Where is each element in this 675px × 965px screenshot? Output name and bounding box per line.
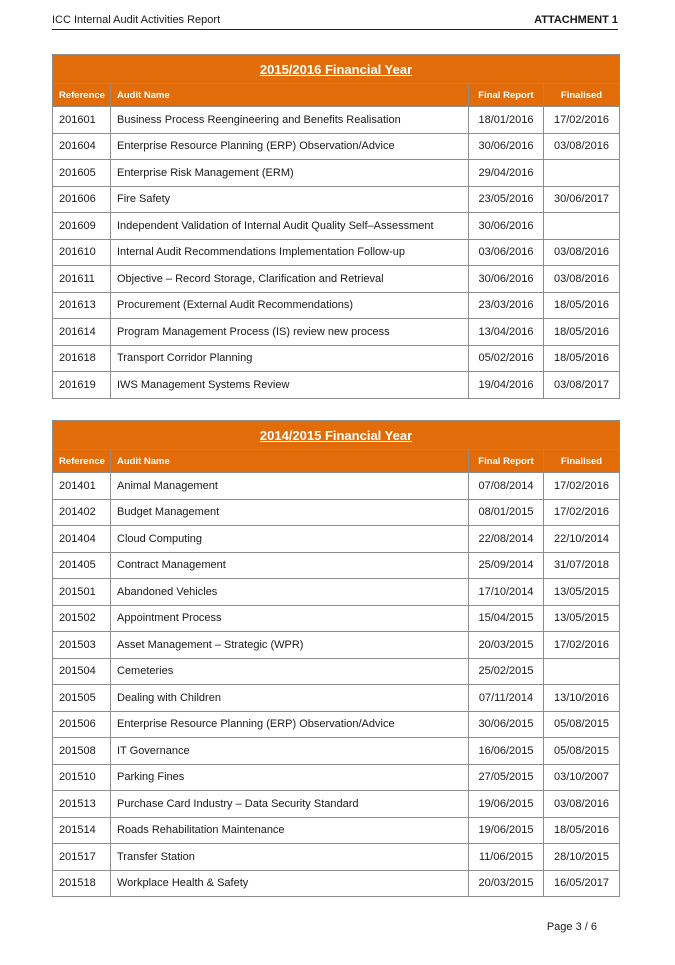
table-row: [53, 579, 620, 606]
cell-final-report: 16/06/2015: [469, 738, 544, 765]
column-header-reference: Reference: [53, 84, 111, 107]
cell-finalised: 18/05/2016: [544, 345, 620, 372]
table-row: [53, 107, 620, 134]
cell-final-report: 25/09/2014: [469, 552, 544, 579]
column-header-finalised: Finalised: [544, 84, 620, 107]
audit-table-2015-2016: [52, 54, 620, 399]
cell-reference: 201611: [53, 266, 111, 293]
financial-year-heading-row: [53, 55, 620, 84]
cell-final-report: 07/11/2014: [469, 685, 544, 712]
cell-finalised: 18/05/2016: [544, 817, 620, 844]
cell-audit-name: Enterprise Resource Planning (ERP) Observation/Advice: [111, 711, 469, 738]
cell-final-report: 17/10/2014: [469, 579, 544, 606]
table-row: [53, 685, 620, 712]
cell-finalised: 17/02/2016: [544, 107, 620, 134]
table-row: [53, 499, 620, 526]
cell-audit-name: Transport Corridor Planning: [111, 345, 469, 372]
table-row: [53, 738, 620, 765]
cell-audit-name: IT Governance: [111, 738, 469, 765]
cell-reference: 201619: [53, 372, 111, 399]
cell-audit-name: Enterprise Resource Planning (ERP) Observation/Advice: [111, 133, 469, 160]
cell-reference: 201510: [53, 764, 111, 791]
cell-finalised: 05/08/2015: [544, 711, 620, 738]
column-header-row: [53, 84, 620, 107]
table-row: [53, 632, 620, 659]
cell-reference: 201503: [53, 632, 111, 659]
cell-audit-name: Procurement (External Audit Recommendations): [111, 292, 469, 319]
cell-audit-name: Cemeteries: [111, 658, 469, 685]
cell-audit-name: Dealing with Children: [111, 685, 469, 712]
cell-audit-name: Budget Management: [111, 499, 469, 526]
cell-audit-name: Purchase Card Industry – Data Security Standard: [111, 791, 469, 818]
cell-audit-name: Contract Management: [111, 552, 469, 579]
cell-finalised: 03/08/2017: [544, 372, 620, 399]
cell-finalised: [544, 160, 620, 187]
table-row: [53, 552, 620, 579]
cell-audit-name: Program Management Process (IS) review new process: [111, 319, 469, 346]
cell-finalised: 17/02/2016: [544, 632, 620, 659]
financial-year-heading-row: [53, 421, 620, 450]
table-row: [53, 292, 620, 319]
cell-final-report: 03/06/2016: [469, 239, 544, 266]
column-header-audit-name: Audit Name: [111, 84, 469, 107]
table-row: [53, 711, 620, 738]
column-header-row: [53, 450, 620, 473]
cell-reference: 201614: [53, 319, 111, 346]
cell-audit-name: Internal Audit Recommendations Implementation Follow-up: [111, 239, 469, 266]
cell-audit-name: IWS Management Systems Review: [111, 372, 469, 399]
cell-finalised: 13/10/2016: [544, 685, 620, 712]
cell-final-report: 25/02/2015: [469, 658, 544, 685]
table-row: [53, 160, 620, 187]
table-row: [53, 186, 620, 213]
financial-year-title: 2014/2015 Financial Year: [53, 421, 620, 450]
cell-reference: 201604: [53, 133, 111, 160]
cell-final-report: 19/04/2016: [469, 372, 544, 399]
cell-finalised: 18/05/2016: [544, 319, 620, 346]
cell-audit-name: Independent Validation of Internal Audit Quality Self–Assessment: [111, 213, 469, 240]
cell-finalised: 17/02/2016: [544, 499, 620, 526]
cell-reference: 201606: [53, 186, 111, 213]
table-row: [53, 870, 620, 897]
table-row: [53, 764, 620, 791]
cell-reference: 201404: [53, 526, 111, 553]
cell-reference: 201601: [53, 107, 111, 134]
cell-reference: 201513: [53, 791, 111, 818]
cell-audit-name: Fire Safety: [111, 186, 469, 213]
cell-finalised: 03/08/2016: [544, 133, 620, 160]
cell-final-report: 11/06/2015: [469, 844, 544, 871]
cell-reference: 201613: [53, 292, 111, 319]
cell-audit-name: Asset Management – Strategic (WPR): [111, 632, 469, 659]
cell-final-report: 30/06/2016: [469, 133, 544, 160]
cell-audit-name: Transfer Station: [111, 844, 469, 871]
table-row: [53, 213, 620, 240]
cell-final-report: 30/06/2016: [469, 266, 544, 293]
cell-final-report: 29/04/2016: [469, 160, 544, 187]
table-row: [53, 239, 620, 266]
table-row: [53, 372, 620, 399]
cell-audit-name: Parking Fines: [111, 764, 469, 791]
audit-table-2014-2015: [52, 420, 620, 897]
cell-reference: 201401: [53, 473, 111, 500]
cell-final-report: 30/06/2016: [469, 213, 544, 240]
table-row: [53, 266, 620, 293]
page-header: [52, 13, 618, 30]
cell-finalised: 03/10/2007: [544, 764, 620, 791]
cell-reference: 201517: [53, 844, 111, 871]
column-header-final-report: Final Report: [469, 84, 544, 107]
cell-final-report: 19/06/2015: [469, 817, 544, 844]
cell-final-report: 20/03/2015: [469, 632, 544, 659]
cell-reference: 201402: [53, 499, 111, 526]
cell-reference: 201609: [53, 213, 111, 240]
cell-audit-name: Business Process Reengineering and Benefits Realisation: [111, 107, 469, 134]
cell-finalised: 03/08/2016: [544, 266, 620, 293]
cell-reference: 201505: [53, 685, 111, 712]
cell-final-report: 18/01/2016: [469, 107, 544, 134]
cell-finalised: 13/05/2015: [544, 605, 620, 632]
cell-finalised: 03/08/2016: [544, 239, 620, 266]
table-row: [53, 658, 620, 685]
table-row: [53, 319, 620, 346]
cell-finalised: 28/10/2015: [544, 844, 620, 871]
cell-finalised: [544, 213, 620, 240]
table-row: [53, 133, 620, 160]
cell-reference: 201605: [53, 160, 111, 187]
cell-reference: 201506: [53, 711, 111, 738]
cell-final-report: 30/06/2015: [469, 711, 544, 738]
cell-audit-name: Objective – Record Storage, Clarification and Retrieval: [111, 266, 469, 293]
cell-final-report: 27/05/2015: [469, 764, 544, 791]
cell-reference: 201618: [53, 345, 111, 372]
cell-reference: 201405: [53, 552, 111, 579]
cell-audit-name: Appointment Process: [111, 605, 469, 632]
column-header-final-report: Final Report: [469, 450, 544, 473]
cell-finalised: 31/07/2018: [544, 552, 620, 579]
cell-final-report: 23/03/2016: [469, 292, 544, 319]
cell-finalised: [544, 658, 620, 685]
column-header-audit-name: Audit Name: [111, 450, 469, 473]
cell-audit-name: Abandoned Vehicles: [111, 579, 469, 606]
table-row: [53, 817, 620, 844]
cell-reference: 201504: [53, 658, 111, 685]
table-row: [53, 345, 620, 372]
cell-reference: 201501: [53, 579, 111, 606]
cell-final-report: 20/03/2015: [469, 870, 544, 897]
cell-finalised: 18/05/2016: [544, 292, 620, 319]
cell-final-report: 08/01/2015: [469, 499, 544, 526]
cell-finalised: 17/02/2016: [544, 473, 620, 500]
cell-reference: 201610: [53, 239, 111, 266]
cell-final-report: 05/02/2016: [469, 345, 544, 372]
column-header-finalised: Finalised: [544, 450, 620, 473]
table-row: [53, 844, 620, 871]
cell-final-report: 22/08/2014: [469, 526, 544, 553]
page-number: Page 3 / 6: [546, 921, 597, 933]
cell-reference: 201502: [53, 605, 111, 632]
cell-finalised: 05/08/2015: [544, 738, 620, 765]
column-header-reference: Reference: [53, 450, 111, 473]
cell-final-report: 19/06/2015: [469, 791, 544, 818]
cell-final-report: 13/04/2016: [469, 319, 544, 346]
report-title: ICC Internal Audit Activities Report: [52, 14, 221, 26]
table-row: [53, 473, 620, 500]
table-row: [53, 605, 620, 632]
cell-audit-name: Animal Management: [111, 473, 469, 500]
cell-reference: 201508: [53, 738, 111, 765]
table-row: [53, 791, 620, 818]
financial-year-title: 2015/2016 Financial Year: [53, 55, 620, 84]
cell-finalised: 03/08/2016: [544, 791, 620, 818]
table-row: [53, 526, 620, 553]
cell-reference: 201518: [53, 870, 111, 897]
cell-audit-name: Enterprise Risk Management (ERM): [111, 160, 469, 187]
attachment-label: ATTACHMENT 1: [534, 14, 618, 26]
cell-finalised: 30/06/2017: [544, 186, 620, 213]
cell-reference: 201514: [53, 817, 111, 844]
cell-final-report: 07/08/2014: [469, 473, 544, 500]
cell-final-report: 23/05/2016: [469, 186, 544, 213]
cell-finalised: 22/10/2014: [544, 526, 620, 553]
cell-audit-name: Roads Rehabilitation Maintenance: [111, 817, 469, 844]
cell-audit-name: Cloud Computing: [111, 526, 469, 553]
cell-audit-name: Workplace Health & Safety: [111, 870, 469, 897]
cell-final-report: 15/04/2015: [469, 605, 544, 632]
cell-finalised: 13/05/2015: [544, 579, 620, 606]
cell-finalised: 16/05/2017: [544, 870, 620, 897]
